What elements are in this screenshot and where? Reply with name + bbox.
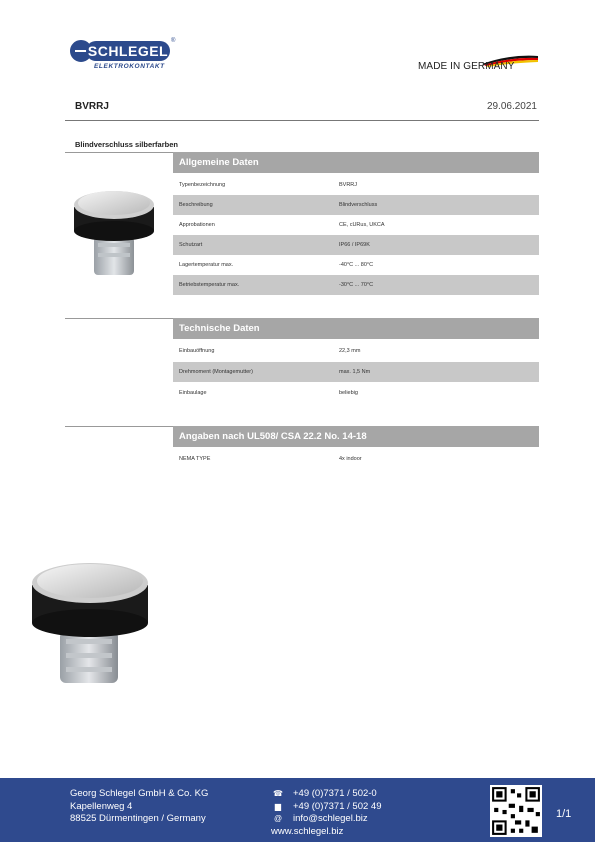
table-row	[173, 449, 539, 469]
table-row	[173, 341, 539, 361]
row-value: BVRRJ	[339, 182, 358, 188]
email-icon: @	[273, 814, 283, 823]
product-subtitle: Blindverschluss silberfarben	[75, 140, 178, 149]
row-key: Drehmoment (Montagemutter)	[179, 369, 253, 375]
table-row	[173, 175, 539, 195]
logo-wordmark: SCHLEGEL	[87, 43, 169, 59]
row-key: Lagertemperatur max.	[179, 262, 234, 268]
section-title-ul: Angaben nach UL508/ CSA 22.2 No. 14-18	[173, 426, 539, 447]
row-value: -40°C ... 80°C	[339, 262, 374, 268]
phone-number: +49 (0)7371 / 502-0	[293, 788, 377, 799]
table-row	[173, 215, 539, 235]
footer-address	[70, 788, 208, 826]
product-image-small	[72, 183, 162, 283]
row-value: Blindverschluss	[339, 202, 378, 208]
phone-icon: ☎	[273, 789, 283, 798]
street-address: Kapellenweg 4	[70, 800, 133, 812]
header-divider	[65, 120, 539, 121]
table-row	[173, 235, 539, 255]
table-row	[173, 195, 539, 215]
company-name: Georg Schlegel GmbH & Co. KG	[70, 788, 209, 799]
table-row	[173, 255, 539, 275]
qr-code-icon[interactable]	[490, 785, 542, 837]
row-value: 22,3 mm	[339, 348, 361, 354]
product-code: BVRRJ	[75, 101, 109, 112]
row-value: IP66 / IP69K	[339, 242, 370, 248]
city-address: 88525 Dürmentingen / Germany	[70, 813, 206, 824]
logo-subtitle: ELEKTROKONTAKT	[94, 63, 165, 70]
row-value: CE, cURus, UKCA	[339, 222, 385, 228]
footer-contact	[271, 788, 381, 838]
table-row	[173, 362, 539, 382]
row-key: Typenbezeichnung	[179, 182, 226, 188]
row-key: Einbauöffnung	[179, 348, 215, 354]
row-value: -30°C ... 70°C	[339, 282, 374, 288]
row-key: Approbationen	[179, 222, 215, 228]
row-key: Betriebstemperatur max.	[179, 282, 240, 288]
row-value: 4x indoor	[339, 456, 362, 462]
row-key: Beschreibung	[179, 202, 213, 208]
company-logo	[70, 38, 180, 74]
table-row	[173, 383, 539, 403]
document-date: 29.06.2021	[486, 101, 537, 112]
made-in-label: MADE IN GERMANY	[418, 61, 515, 72]
fax-number: +49 (0)7371 / 502 49	[293, 800, 382, 812]
row-key: Schutzart	[179, 242, 203, 248]
section-title-general: Allgemeine Daten	[173, 152, 539, 173]
email-link[interactable]: info@schlegel.biz	[293, 813, 368, 824]
product-image-large	[28, 555, 158, 687]
section-title-technical: Technische Daten	[173, 318, 539, 339]
website-link[interactable]: www.schlegel.biz	[271, 825, 344, 837]
row-value: max. 1,5 Nm	[339, 369, 371, 375]
registered-mark: ®	[171, 38, 176, 44]
row-value: beliebig	[339, 390, 358, 396]
footer	[0, 778, 595, 842]
row-key: NEMA TYPE	[179, 456, 211, 462]
row-key: Einbaulage	[179, 390, 207, 396]
fax-icon: ▆	[274, 801, 282, 811]
table-row	[173, 275, 539, 295]
page-number: 1/1	[556, 808, 572, 820]
